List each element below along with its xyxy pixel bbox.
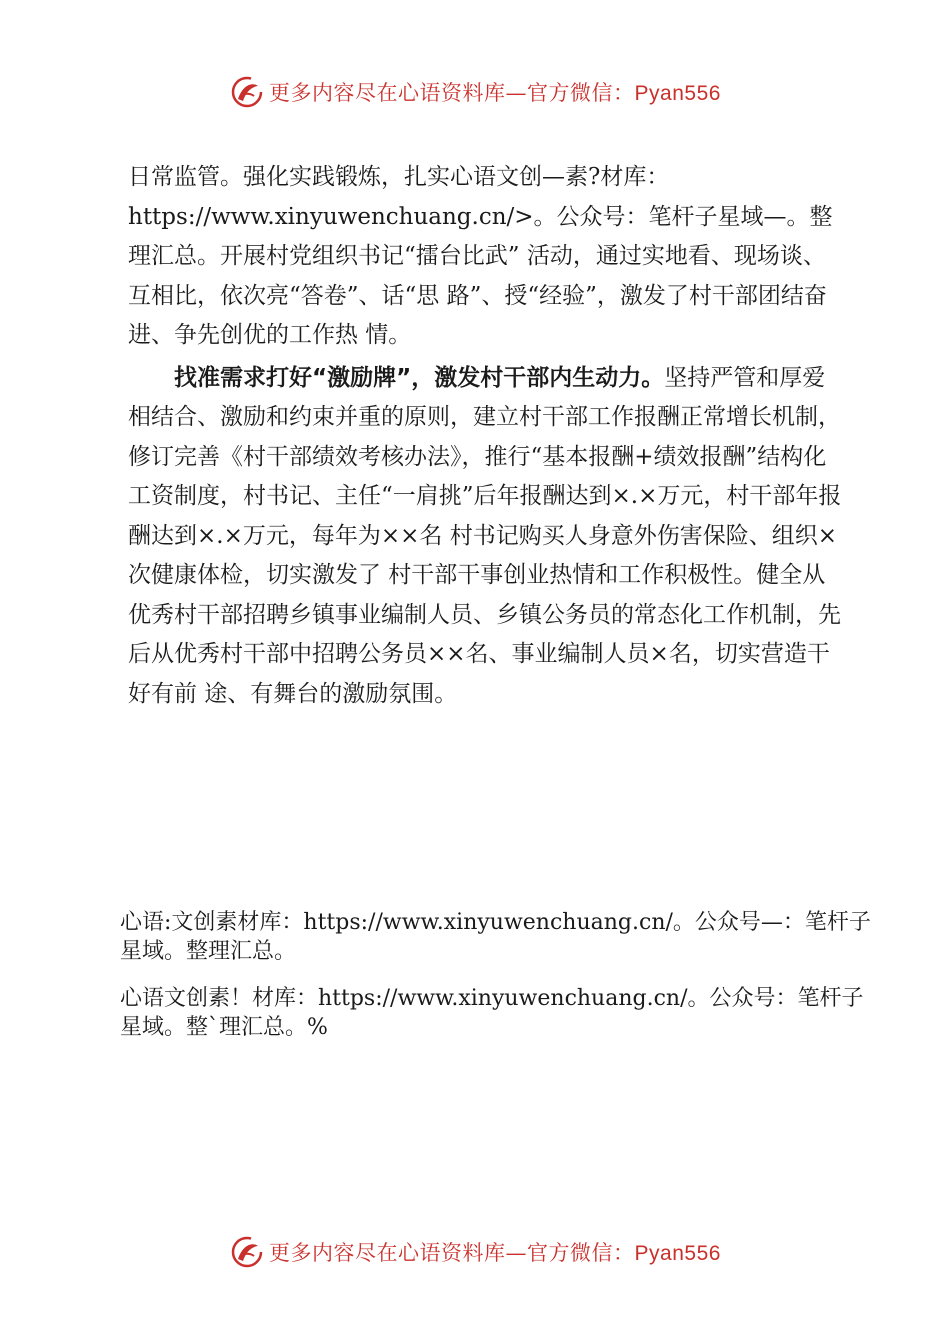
paragraph-2-text: 坚持严管和厚爱相结合、激励和约束并重的原则，建立村干部工作报酬正常增长机制，修订完善《村干部绩效考核办法》，推行“基本报酬+绩效报酬”结构化工资制度，村书记、主任“一肩挑”后年报酬达到×.×万元，村干部年报酬达到×.×万元，每年为××名 村书记购买人身意外伤害保险、组织×次健康体检，切实激发了 村干部干事创业热情和工作积极性。健全从优秀村干部招聘乡镇事业编制人员、乡镇公务员的常态化工作机制，先后从优秀村干部中招聘公务员××名、事业编制人员×名，切实营造干好有前 途、有舞台的激励氛围。: [128, 364, 842, 707]
header-banner-text: 更多内容尽在心语资料库—官方微信：Pyan556: [269, 81, 721, 105]
paragraph-2-heading: 找准需求打好“激励牌”，激发村干部内生动力。: [174, 364, 665, 391]
paragraph-2: [128, 359, 844, 715]
footer-note-2: 心语文创素！材库：https://www.xinyuwenchuang.cn/。公众号：笔杆子星域。整`理汇总。%: [120, 986, 864, 1040]
document-body: [128, 158, 844, 714]
footer-banner: [0, 1232, 950, 1272]
header-wechat-id: Pyan556: [634, 82, 721, 105]
paragraph-1: 日常监管。强化实践锻炼，扎实心语文创—素?材库：https://www.xinyuwenchuang.cn/>。公众号：笔杆子星域—。整理汇总。开展村党组织书记“擂台比武” 活动，通过实地看、现场谈、互相比，依次亮“答卷”、话“思 路”、授“经验”，激发了村干部团结奋进、争先创优的工作热 情。: [128, 164, 833, 348]
brush-swirl-logo-icon: [229, 74, 265, 110]
brush-swirl-logo-icon: [229, 1234, 265, 1270]
footer-note-1: 心语:文创素材库：https://www.xinyuwenchuang.cn/。公众号—：笔杆子星域。整理汇总。: [120, 910, 871, 964]
footer-notes: [120, 908, 880, 1060]
footer-banner-text: 更多内容尽在心语资料库—官方微信：Pyan556: [269, 1241, 721, 1265]
footer-wechat-id: Pyan556: [634, 1242, 721, 1265]
header-banner: [0, 72, 950, 112]
